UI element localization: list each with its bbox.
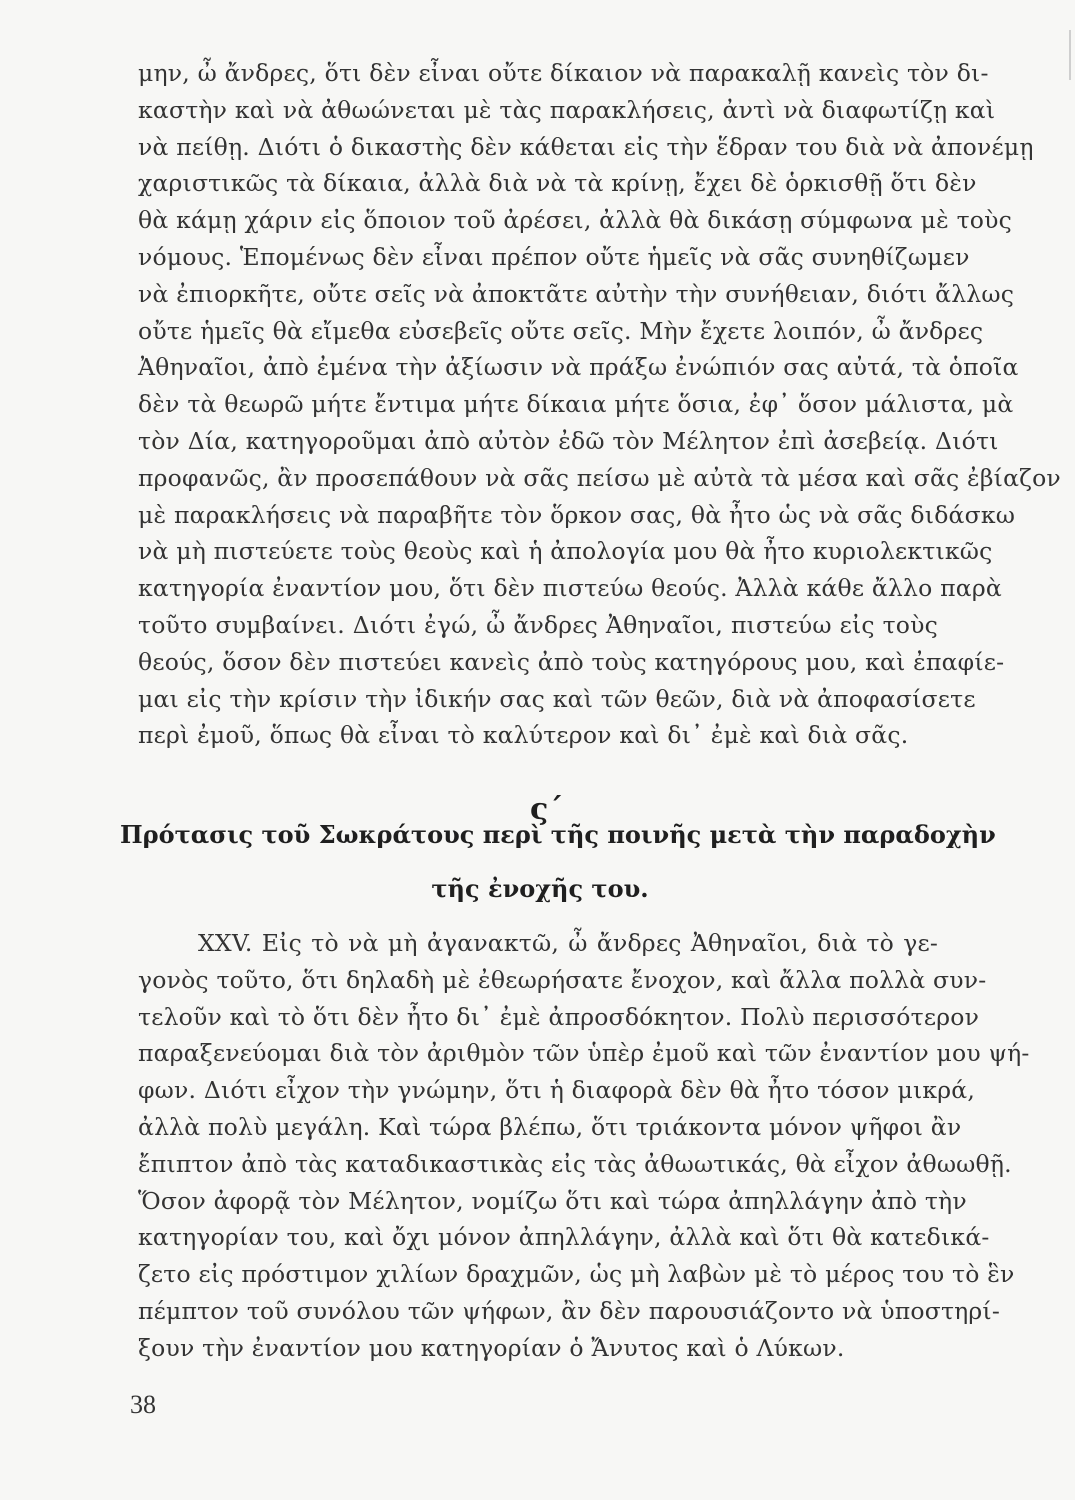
text-line: ξουν τὴν ἐναντίον μου κατηγορίαν ὁ Ἄνυτος καὶ ὁ Λύκων.: [138, 1333, 845, 1362]
text-line: περὶ ἐμοῦ, ὅπως θὰ εἶναι τὸ καλύτερον καὶ δι᾿ ἐμὲ καὶ διὰ σᾶς.: [138, 721, 909, 750]
text-line: XXV. Εἰς τὸ νὰ μὴ ἀγανακτῶ, ὦ ἄνδρες Ἀθηναῖοι, διὰ τὸ γε-: [198, 929, 938, 957]
section-heading-line-2: τῆς ἐνοχῆς του.: [431, 874, 649, 903]
text-line: τὸν Δία, κατηγοροῦμαι ἀπὸ αὐτὸν ἐδῶ τὸν Μέλητον ἐπὶ ἀσεβείᾳ. Διότι: [138, 427, 999, 455]
text-line: χαριστικῶς τὰ δίκαια, ἀλλὰ διὰ νὰ τὰ κρίνῃ, ἔχει δὲ ὁρκισθῇ ὅτι δὲν: [138, 169, 977, 198]
text-line: θεούς, ὅσον δὲν πιστεύει κανεὶς ἀπὸ τοὺς κατηγόρους μου, καὶ ἐπαφίε-: [138, 647, 1005, 676]
text-line: νόμους. Ἑπομένως δὲν εἶναι πρέπον οὔτε ἡμεῖς νὰ σᾶς συνηθίζωμεν: [138, 243, 970, 271]
text-line: οὔτε ἡμεῖς θὰ εἴμεθα εὐσεβεῖς οὔτε σεῖς. Μὴν ἔχετε λοιπόν, ὦ ἄνδρες: [138, 316, 984, 345]
text-line: τελοῦν καὶ τὸ ὅτι δὲν ἦτο δι᾿ ἐμὲ ἀπροσδόκητον. Πολὺ περισσότερον: [138, 1002, 980, 1031]
page-number: 38: [130, 1390, 156, 1419]
page-edge-mark: [1069, 30, 1071, 80]
text-line: θὰ κάμῃ χάριν εἰς ὅποιον τοῦ ἀρέσει, ἀλλὰ θὰ δικάσῃ σύμφωνα μὲ τοὺς: [138, 206, 1012, 235]
text-line: Ἀθηναῖοι, ἀπὸ ἐμένα τὴν ἀξίωσιν νὰ πράξω ἐνώπιόν σας αὐτά, τὰ ὁποῖα: [138, 353, 1019, 382]
text-line: δὲν τὰ θεωρῶ μήτε ἔντιμα μήτε δίκαια μήτε ὅσια, ἐφ᾿ ὅσον μάλιστα, μὰ: [138, 390, 1014, 419]
text-line: κατηγορία ἐναντίον μου, ὅτι δὲν πιστεύω θεούς. Ἀλλὰ κάθε ἄλλο παρὰ: [138, 574, 1002, 603]
text-line: φων. Διότι εἶχον τὴν γνώμην, ὅτι ἡ διαφορὰ δὲν θὰ ἦτο τόσον μικρά,: [138, 1076, 975, 1105]
section-number: ς΄: [530, 792, 564, 827]
text-line: καστὴν καὶ νὰ ἀθωώνεται μὲ τὰς παρακλήσεις, ἀντὶ νὰ διαφωτίζῃ καὶ: [138, 95, 996, 124]
text-line: ἔπιπτον ἀπὸ τὰς καταδικαστικὰς εἰς τὰς ἀθωωτικάς, θὰ εἶχον ἀθωωθῇ.: [138, 1149, 1012, 1178]
text-line: νὰ μὴ πιστεύετε τοὺς θεοὺς καὶ ἡ ἀπολογία μου θὰ ἦτο κυριολεκτικῶς: [138, 537, 993, 566]
text-line: ἀλλὰ πολὺ μεγάλη. Καὶ τώρα βλέπω, ὅτι τριάκοντα μόνον ψῆφοι ἂν: [138, 1113, 962, 1141]
section-heading-line-1: Πρότασις τοῦ Σωκράτους περὶ τῆς ποινῆς μετὰ τὴν παραδοχὴν: [120, 820, 996, 849]
text-line: μαι εἰς τὴν κρίσιν τὴν ἰδικήν σας καὶ τῶν θεῶν, διὰ νὰ ἀποφασίσετε: [138, 684, 976, 713]
text-line: κατηγορίαν του, καὶ ὄχι μόνον ἀπηλλάγην, ἀλλὰ καὶ ὅτι θὰ κατεδικά-: [138, 1223, 990, 1252]
text-line: Ὅσον ἀφορᾷ τὸν Μέλητον, νομίζω ὅτι καὶ τώρα ἀπηλλάγην ἀπὸ τὴν: [138, 1186, 967, 1215]
text-line: γονὸς τοῦτο, ὅτι δηλαδὴ μὲ ἐθεωρήσατε ἔνοχον, καὶ ἄλλα πολλὰ συν-: [138, 965, 987, 994]
text-line: μην, ὦ ἄνδρες, ὅτι δὲν εἶναι οὔτε δίκαιον νὰ παρακαλῇ κανεὶς τὸν δι-: [138, 59, 989, 87]
text-line: τοῦτο συμβαίνει. Διότι ἐγώ, ὦ ἄνδρες Ἀθηναῖοι, πιστεύω εἰς τοὺς: [138, 611, 938, 639]
text-line: προφανῶς, ἂν προσεπάθουν νὰ σᾶς πείσω μὲ αὐτὰ τὰ μέσα καὶ σᾶς ἐβίαζον: [138, 463, 1061, 492]
text-line: παραξενεύομαι διὰ τὸν ἀριθμὸν τῶν ὑπὲρ ἐμοῦ καὶ τῶν ἐναντίον μου ψή-: [138, 1039, 1030, 1068]
text-line: νὰ πείθῃ. Διότι ὁ δικαστὴς δὲν κάθεται εἰς τὴν ἕδραν του διὰ νὰ ἀπονέμῃ: [138, 132, 1034, 161]
text-line: πέμπτον τοῦ συνόλου τῶν ψήφων, ἂν δὲν παρουσιάζοντο νὰ ὑποστηρί-: [138, 1297, 1000, 1325]
text-line: ζετο εἰς πρόστιμον χιλίων δραχμῶν, ὡς μὴ λαβὼν μὲ τὸ μέρος του τὸ ἓν: [138, 1260, 1015, 1289]
text-line: μὲ παρακλήσεις νὰ παραβῆτε τὸν ὅρκον σας, θὰ ἦτο ὡς νὰ σᾶς διδάσκω: [138, 500, 1016, 529]
text-line: νὰ ἐπιορκῆτε, οὔτε σεῖς νὰ ἀποκτᾶτε αὐτὴν τὴν συνήθειαν, διότι ἄλλως: [138, 279, 1015, 308]
